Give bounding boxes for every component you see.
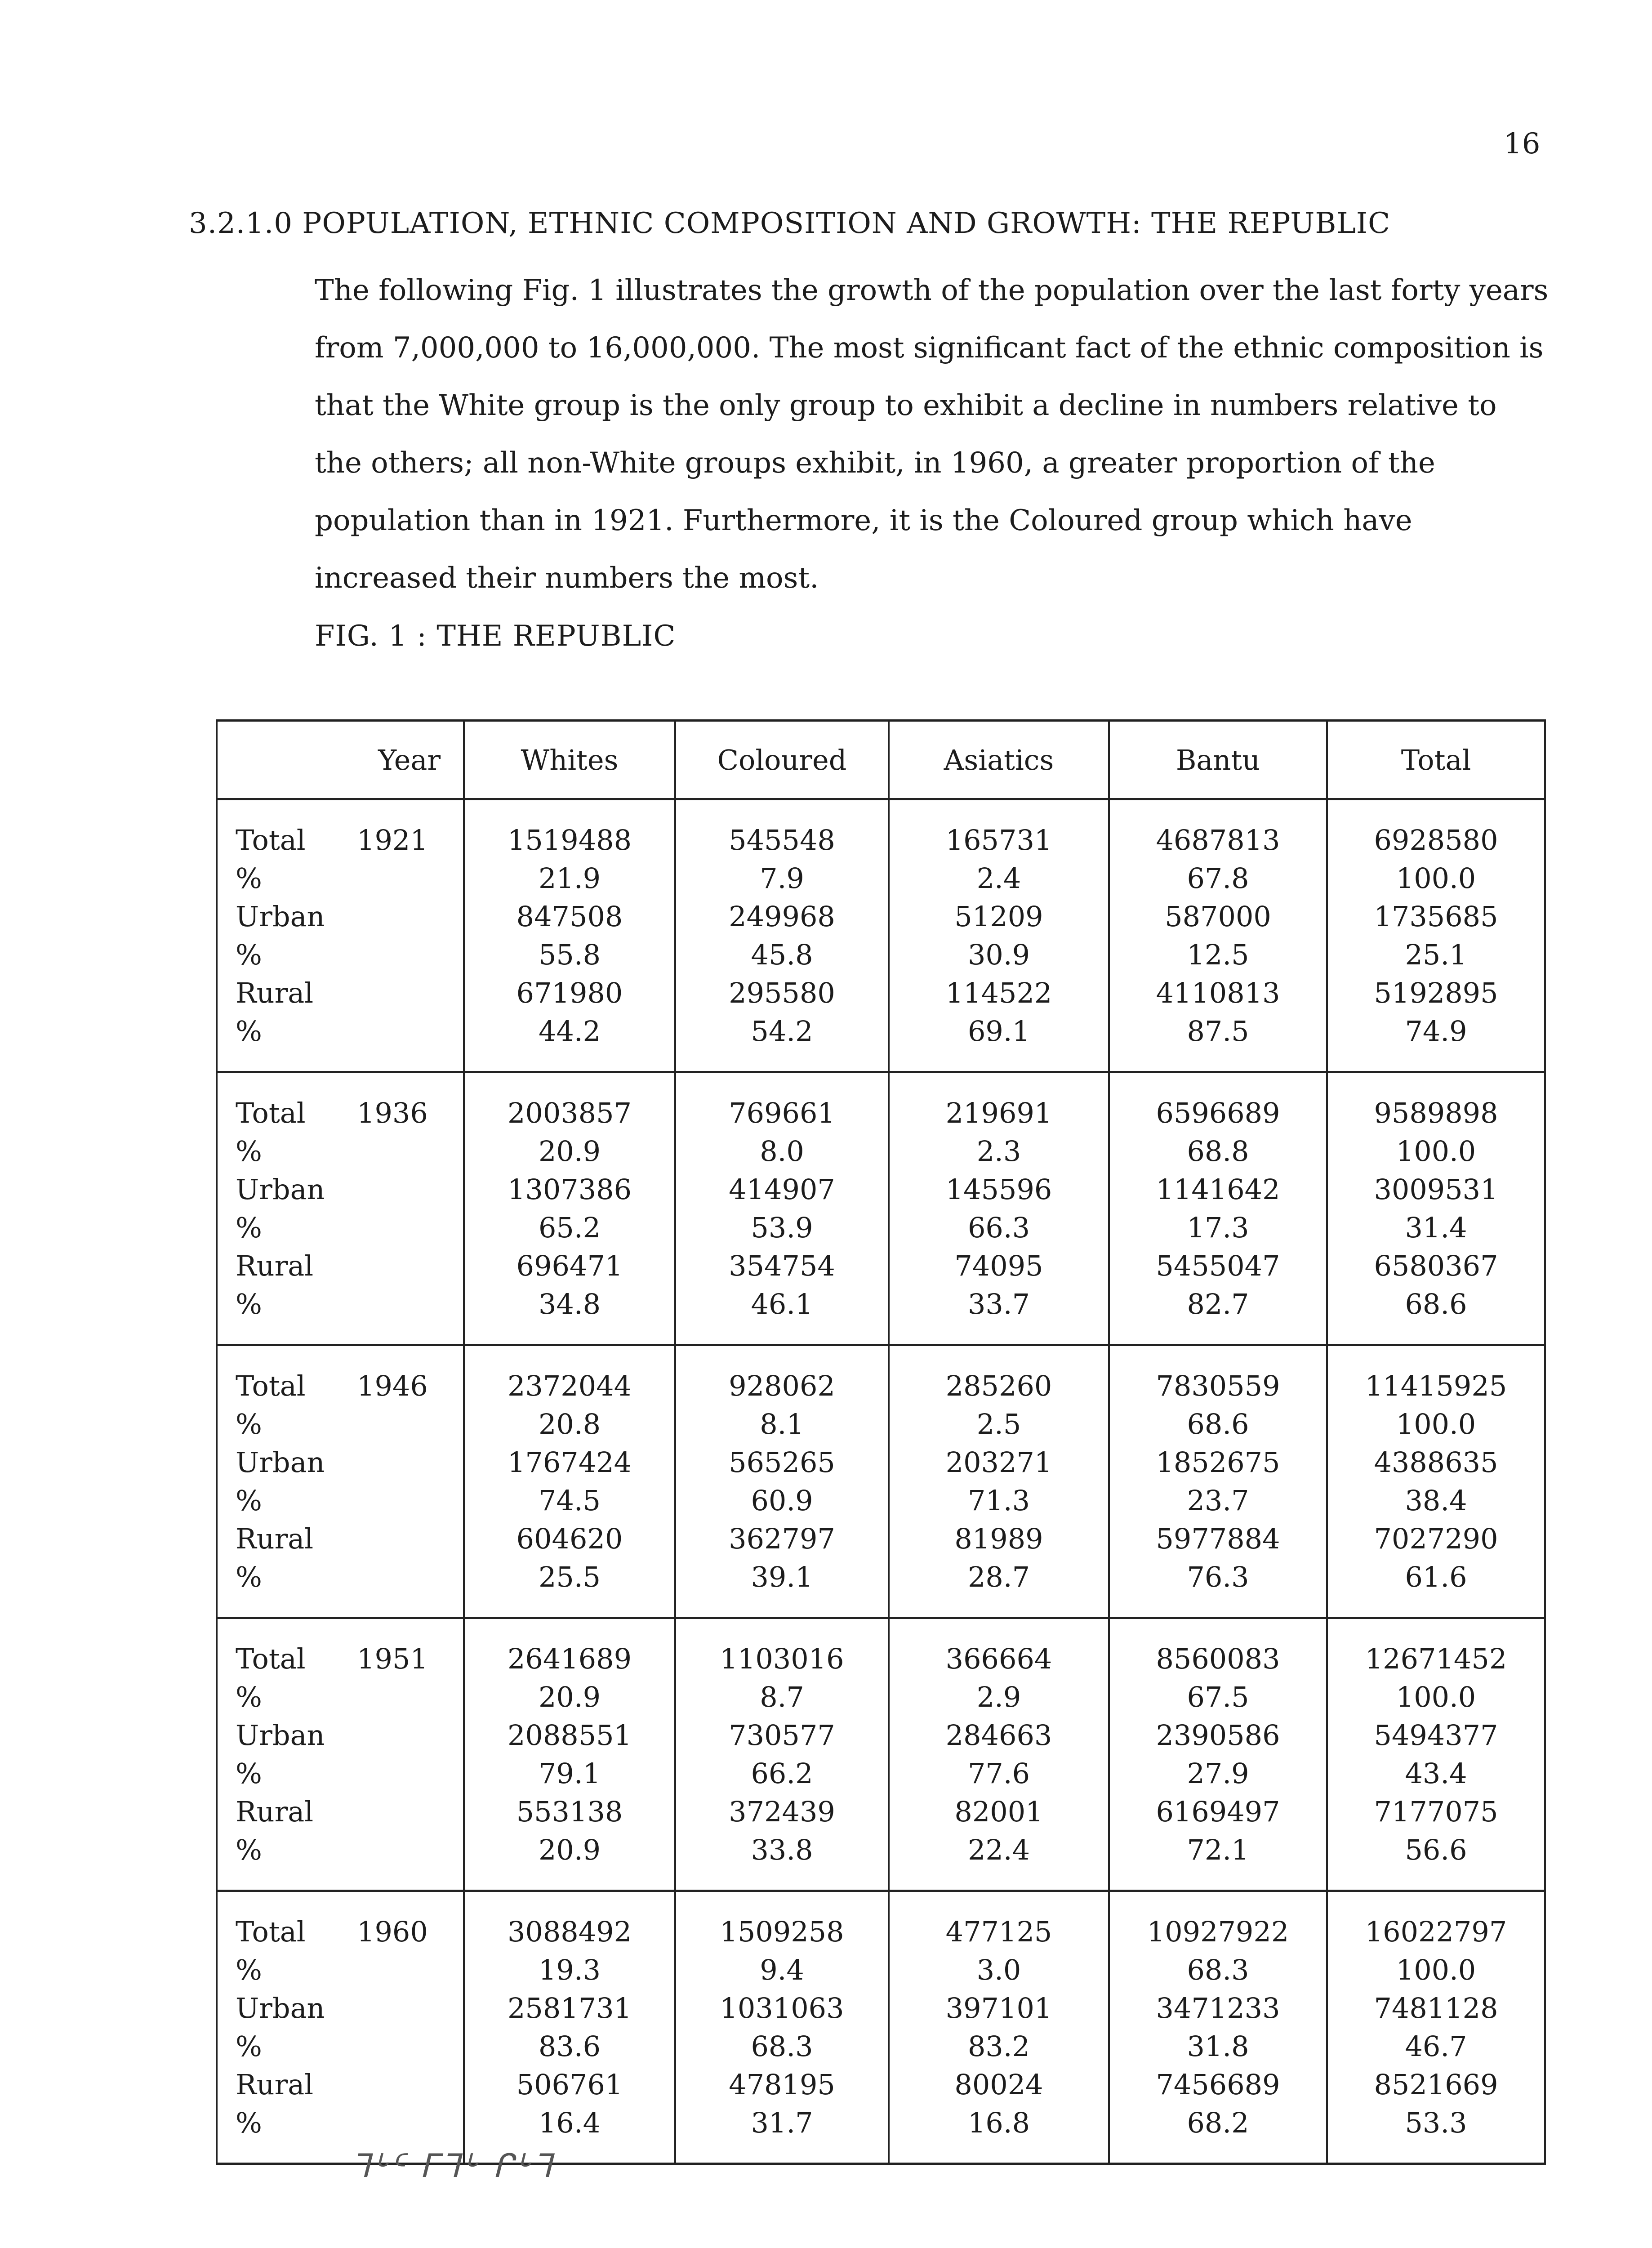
table-row bbox=[217, 1793, 1545, 1831]
table-cell: 2.4 bbox=[889, 859, 1109, 897]
row-label-cell bbox=[217, 2065, 464, 2104]
row-label-cell bbox=[217, 1558, 464, 1618]
table-cell: 362797 bbox=[675, 1520, 889, 1558]
table-cell: 39.1 bbox=[675, 1558, 889, 1618]
table-cell: 8.7 bbox=[675, 1678, 889, 1716]
table-row bbox=[217, 1891, 1545, 1951]
row-label-cell bbox=[217, 1443, 464, 1481]
row-label-cell bbox=[217, 1405, 464, 1443]
row-label: % bbox=[236, 1211, 262, 1244]
table-cell: 3.0 bbox=[889, 1951, 1109, 1989]
table-cell: 68.8 bbox=[1109, 1132, 1327, 1170]
table-cell: 74.5 bbox=[464, 1481, 675, 1520]
row-label: % bbox=[236, 1135, 262, 1168]
population-table bbox=[216, 719, 1546, 2165]
table-body bbox=[217, 799, 1545, 2164]
row-label: Total bbox=[236, 1915, 306, 1948]
table-cell: 671980 bbox=[464, 974, 675, 1012]
table-cell: 25.5 bbox=[464, 1558, 675, 1618]
row-label: Urban bbox=[236, 1992, 325, 2025]
table-cell: 71.3 bbox=[889, 1481, 1109, 1520]
table-cell: 33.8 bbox=[675, 1831, 889, 1891]
table-cell: 9589898 bbox=[1327, 1072, 1545, 1133]
row-label-cell bbox=[217, 1951, 464, 1989]
table-cell: 219691 bbox=[889, 1072, 1109, 1133]
row-label: % bbox=[236, 2106, 262, 2139]
table-cell: 928062 bbox=[675, 1345, 889, 1405]
table-row bbox=[217, 1831, 1545, 1891]
table-cell: 5494377 bbox=[1327, 1716, 1545, 1754]
table-cell: 27.9 bbox=[1109, 1754, 1327, 1793]
table-cell: 7.9 bbox=[675, 859, 889, 897]
row-label-cell bbox=[217, 1678, 464, 1716]
row-label: Rural bbox=[236, 1522, 314, 1555]
table-cell: 69.1 bbox=[889, 1012, 1109, 1072]
table-row bbox=[217, 1716, 1545, 1754]
table-cell: 8521669 bbox=[1327, 2065, 1545, 2104]
row-label: % bbox=[236, 1288, 262, 1320]
table-cell: 21.9 bbox=[464, 859, 675, 897]
table-cell: 16.4 bbox=[464, 2104, 675, 2164]
row-label-cell bbox=[217, 859, 464, 897]
table-header-row bbox=[217, 721, 1545, 799]
row-label-cell bbox=[217, 1072, 464, 1133]
table-cell: 16.8 bbox=[889, 2104, 1109, 2164]
table-row bbox=[217, 1405, 1545, 1443]
table-row bbox=[217, 1285, 1545, 1345]
table-cell: 74.9 bbox=[1327, 1012, 1545, 1072]
table-cell: 284663 bbox=[889, 1716, 1109, 1754]
table-cell: 79.1 bbox=[464, 1754, 675, 1793]
table-cell: 87.5 bbox=[1109, 1012, 1327, 1072]
row-label: Rural bbox=[236, 1795, 314, 1828]
table-cell: 6169497 bbox=[1109, 1793, 1327, 1831]
table-row bbox=[217, 2027, 1545, 2065]
table-cell: 33.7 bbox=[889, 1285, 1109, 1345]
header-bantu: Bantu bbox=[1109, 721, 1327, 799]
table-cell: 31.4 bbox=[1327, 1209, 1545, 1247]
table-row bbox=[217, 1618, 1545, 1678]
row-label-cell bbox=[217, 1247, 464, 1285]
table-cell: 12671452 bbox=[1327, 1618, 1545, 1678]
row-label: % bbox=[236, 1954, 262, 1986]
table-cell: 604620 bbox=[464, 1520, 675, 1558]
row-label: % bbox=[236, 1833, 262, 1866]
row-label: % bbox=[236, 1561, 262, 1593]
table-row bbox=[217, 1170, 1545, 1209]
table-cell: 2003857 bbox=[464, 1072, 675, 1133]
table-cell: 565265 bbox=[675, 1443, 889, 1481]
table-row bbox=[217, 1520, 1545, 1558]
table-cell: 34.8 bbox=[464, 1285, 675, 1345]
row-label-cell bbox=[217, 1989, 464, 2027]
table-cell: 66.3 bbox=[889, 1209, 1109, 1247]
row-label: Total bbox=[236, 1369, 306, 1402]
row-label-cell bbox=[217, 974, 464, 1012]
row-label-cell bbox=[217, 1618, 464, 1678]
table-cell: 6928580 bbox=[1327, 799, 1545, 860]
table-cell: 2088551 bbox=[464, 1716, 675, 1754]
intro-paragraph: The following Fig. 1 illustrates the growth of the population over the last forty years from 7,000,000 to 16,000,000. The most significant fact of the ethnic composition is that the White group is the only group to exhibit a decline in numbers relative to the others; all non-White groups exhibit, in 1960, a greater proportion of the population than in 1921. Furthermore, it is the Coloured group which have increased their numbers the most. bbox=[315, 274, 1549, 595]
row-label-cell bbox=[217, 1345, 464, 1405]
table-cell: 165731 bbox=[889, 799, 1109, 860]
table-cell: 31.7 bbox=[675, 2104, 889, 2164]
table-cell: 25.1 bbox=[1327, 936, 1545, 974]
header-asiatics: Asiatics bbox=[889, 721, 1109, 799]
header-year: Year bbox=[217, 721, 464, 799]
table-row bbox=[217, 1558, 1545, 1618]
table-cell: 53.3 bbox=[1327, 2104, 1545, 2164]
table-cell: 100.0 bbox=[1327, 1405, 1545, 1443]
page-number: 16 bbox=[1504, 127, 1541, 161]
table-cell: 354754 bbox=[675, 1247, 889, 1285]
table-cell: 7177075 bbox=[1327, 1793, 1545, 1831]
table-row bbox=[217, 1132, 1545, 1170]
table-cell: 397101 bbox=[889, 1989, 1109, 2027]
table-cell: 31.8 bbox=[1109, 2027, 1327, 2065]
table-cell: 478195 bbox=[675, 2065, 889, 2104]
table-cell: 74095 bbox=[889, 1247, 1109, 1285]
table-cell: 53.9 bbox=[675, 1209, 889, 1247]
header-total: Total bbox=[1327, 721, 1545, 799]
header-whites: Whites bbox=[464, 721, 675, 799]
table-cell: 847508 bbox=[464, 897, 675, 936]
table-cell: 22.4 bbox=[889, 1831, 1109, 1891]
table-cell: 414907 bbox=[675, 1170, 889, 1209]
row-label: Rural bbox=[236, 977, 314, 1009]
row-label-cell bbox=[217, 1754, 464, 1793]
table-cell: 7456689 bbox=[1109, 2065, 1327, 2104]
row-label-cell bbox=[217, 799, 464, 860]
table-cell: 20.8 bbox=[464, 1405, 675, 1443]
year-label: 1960 bbox=[357, 1915, 428, 1948]
table-cell: 19.3 bbox=[464, 1951, 675, 1989]
table-cell: 38.4 bbox=[1327, 1481, 1545, 1520]
table-cell: 11415925 bbox=[1327, 1345, 1545, 1405]
table-cell: 2581731 bbox=[464, 1989, 675, 2027]
row-label-cell bbox=[217, 897, 464, 936]
table-cell: 20.9 bbox=[464, 1132, 675, 1170]
figure-label: FIG. 1 : THE REPUBLIC bbox=[315, 620, 676, 653]
table-cell: 7027290 bbox=[1327, 1520, 1545, 1558]
row-label-cell bbox=[217, 1285, 464, 1345]
row-label-cell bbox=[217, 1012, 464, 1072]
table-cell: 60.9 bbox=[675, 1481, 889, 1520]
table-cell: 81989 bbox=[889, 1520, 1109, 1558]
row-label-cell bbox=[217, 1170, 464, 1209]
year-label: 1936 bbox=[357, 1097, 428, 1129]
table-cell: 545548 bbox=[675, 799, 889, 860]
table-cell: 696471 bbox=[464, 1247, 675, 1285]
table-cell: 366664 bbox=[889, 1618, 1109, 1678]
table-cell: 477125 bbox=[889, 1891, 1109, 1951]
table-row bbox=[217, 2065, 1545, 2104]
row-label: Total bbox=[236, 824, 306, 856]
row-label: Total bbox=[236, 1642, 306, 1675]
row-label: % bbox=[236, 2030, 262, 2063]
table-cell: 56.6 bbox=[1327, 1831, 1545, 1891]
table-cell: 2.3 bbox=[889, 1132, 1109, 1170]
table-row bbox=[217, 1345, 1545, 1405]
table-cell: 72.1 bbox=[1109, 1831, 1327, 1891]
table-cell: 83.2 bbox=[889, 2027, 1109, 2065]
year-label: 1946 bbox=[357, 1369, 428, 1402]
table-cell: 506761 bbox=[464, 2065, 675, 2104]
table-cell: 5192895 bbox=[1327, 974, 1545, 1012]
row-label-cell bbox=[217, 2027, 464, 2065]
table-cell: 1103016 bbox=[675, 1618, 889, 1678]
table-cell: 2.9 bbox=[889, 1678, 1109, 1716]
table-cell: 2390586 bbox=[1109, 1716, 1327, 1754]
row-label: Rural bbox=[236, 1249, 314, 1282]
table-cell: 55.8 bbox=[464, 936, 675, 974]
table-cell: 46.1 bbox=[675, 1285, 889, 1345]
table-row bbox=[217, 799, 1545, 860]
table-cell: 77.6 bbox=[889, 1754, 1109, 1793]
year-label: 1921 bbox=[357, 824, 428, 856]
row-label-cell bbox=[217, 1716, 464, 1754]
row-label: % bbox=[236, 1408, 262, 1441]
row-label: % bbox=[236, 938, 262, 971]
row-label-cell bbox=[217, 1209, 464, 1247]
table-cell: 587000 bbox=[1109, 897, 1327, 936]
table-cell: 203271 bbox=[889, 1443, 1109, 1481]
row-label-cell bbox=[217, 936, 464, 974]
table-cell: 1307386 bbox=[464, 1170, 675, 1209]
row-label: % bbox=[236, 1757, 262, 1790]
table-cell: 45.8 bbox=[675, 936, 889, 974]
table-cell: 1852675 bbox=[1109, 1443, 1327, 1481]
year-label: 1951 bbox=[357, 1642, 428, 1675]
table-cell: 20.9 bbox=[464, 1831, 675, 1891]
table-row bbox=[217, 1443, 1545, 1481]
table-cell: 68.3 bbox=[1109, 1951, 1327, 1989]
table-cell: 2372044 bbox=[464, 1345, 675, 1405]
table-row bbox=[217, 1678, 1545, 1716]
table-cell: 7830559 bbox=[1109, 1345, 1327, 1405]
table-cell: 7481128 bbox=[1327, 1989, 1545, 2027]
table-row bbox=[217, 1989, 1545, 2027]
table-cell: 114522 bbox=[889, 974, 1109, 1012]
row-label-cell bbox=[217, 1891, 464, 1951]
handwritten-scribble: ᒣᒡᑦ ᒥᒣᒡ ᒋᒡᒣ bbox=[351, 2147, 555, 2185]
row-label: % bbox=[236, 862, 262, 895]
table-cell: 68.6 bbox=[1327, 1285, 1545, 1345]
table-cell: 8.0 bbox=[675, 1132, 889, 1170]
table-cell: 249968 bbox=[675, 897, 889, 936]
table-cell: 1767424 bbox=[464, 1443, 675, 1481]
table-cell: 82001 bbox=[889, 1793, 1109, 1831]
row-label-cell bbox=[217, 1481, 464, 1520]
table-cell: 100.0 bbox=[1327, 859, 1545, 897]
table-cell: 46.7 bbox=[1327, 2027, 1545, 2065]
table-cell: 65.2 bbox=[464, 1209, 675, 1247]
table-cell: 6580367 bbox=[1327, 1247, 1545, 1285]
table-cell: 769661 bbox=[675, 1072, 889, 1133]
table-cell: 553138 bbox=[464, 1793, 675, 1831]
table-row bbox=[217, 1247, 1545, 1285]
table-cell: 285260 bbox=[889, 1345, 1109, 1405]
table-cell: 68.2 bbox=[1109, 2104, 1327, 2164]
table-cell: 4388635 bbox=[1327, 1443, 1545, 1481]
table-cell: 100.0 bbox=[1327, 1678, 1545, 1716]
row-label: % bbox=[236, 1681, 262, 1713]
table-cell: 8.1 bbox=[675, 1405, 889, 1443]
table-cell: 100.0 bbox=[1327, 1132, 1545, 1170]
table-cell: 80024 bbox=[889, 2065, 1109, 2104]
row-label-cell bbox=[217, 1793, 464, 1831]
table-cell: 1031063 bbox=[675, 1989, 889, 2027]
table-cell: 3009531 bbox=[1327, 1170, 1545, 1209]
table-cell: 1141642 bbox=[1109, 1170, 1327, 1209]
table-cell: 3088492 bbox=[464, 1891, 675, 1951]
table-cell: 10927922 bbox=[1109, 1891, 1327, 1951]
table-cell: 54.2 bbox=[675, 1012, 889, 1072]
row-label: Urban bbox=[236, 1173, 325, 1206]
table-cell: 82.7 bbox=[1109, 1285, 1327, 1345]
table-cell: 12.5 bbox=[1109, 936, 1327, 974]
table-cell: 83.6 bbox=[464, 2027, 675, 2065]
table-cell: 16022797 bbox=[1327, 1891, 1545, 1951]
table-cell: 100.0 bbox=[1327, 1951, 1545, 1989]
table-cell: 3471233 bbox=[1109, 1989, 1327, 2027]
table-row bbox=[217, 859, 1545, 897]
table-cell: 76.3 bbox=[1109, 1558, 1327, 1618]
table-row bbox=[217, 1072, 1545, 1133]
table-cell: 67.5 bbox=[1109, 1678, 1327, 1716]
row-label-cell bbox=[217, 1520, 464, 1558]
table-cell: 6596689 bbox=[1109, 1072, 1327, 1133]
table-cell: 30.9 bbox=[889, 936, 1109, 974]
table-cell: 44.2 bbox=[464, 1012, 675, 1072]
table-row bbox=[217, 897, 1545, 936]
table-cell: 51209 bbox=[889, 897, 1109, 936]
table-cell: 68.3 bbox=[675, 2027, 889, 2065]
table-cell: 5455047 bbox=[1109, 1247, 1327, 1285]
row-label: Total bbox=[236, 1097, 306, 1129]
table-row bbox=[217, 1481, 1545, 1520]
table-cell: 2641689 bbox=[464, 1618, 675, 1678]
row-label-cell bbox=[217, 1132, 464, 1170]
table-cell: 372439 bbox=[675, 1793, 889, 1831]
header-coloured: Coloured bbox=[675, 721, 889, 799]
table-cell: 67.8 bbox=[1109, 859, 1327, 897]
row-label-cell bbox=[217, 1831, 464, 1891]
row-label: Rural bbox=[236, 2068, 314, 2101]
table-cell: 145596 bbox=[889, 1170, 1109, 1209]
table-cell: 28.7 bbox=[889, 1558, 1109, 1618]
table-cell: 23.7 bbox=[1109, 1481, 1327, 1520]
table-row bbox=[217, 974, 1545, 1012]
table-cell: 17.3 bbox=[1109, 1209, 1327, 1247]
row-label: % bbox=[236, 1484, 262, 1517]
table-cell: 43.4 bbox=[1327, 1754, 1545, 1793]
table-row bbox=[217, 1012, 1545, 1072]
table-cell: 61.6 bbox=[1327, 1558, 1545, 1618]
table-cell: 1735685 bbox=[1327, 897, 1545, 936]
table-row bbox=[217, 936, 1545, 974]
table-cell: 1509258 bbox=[675, 1891, 889, 1951]
table-row bbox=[217, 1754, 1545, 1793]
table-cell: 4110813 bbox=[1109, 974, 1327, 1012]
table-cell: 9.4 bbox=[675, 1951, 889, 1989]
row-label: % bbox=[236, 1015, 262, 1048]
table-cell: 295580 bbox=[675, 974, 889, 1012]
table-row bbox=[217, 1951, 1545, 1989]
table-cell: 66.2 bbox=[675, 1754, 889, 1793]
table-row bbox=[217, 1209, 1545, 1247]
table-cell: 68.6 bbox=[1109, 1405, 1327, 1443]
row-label: Urban bbox=[236, 1719, 325, 1752]
section-heading: 3.2.1.0 POPULATION, ETHNIC COMPOSITION AND GROWTH: THE REPUBLIC bbox=[189, 207, 1391, 240]
row-label: Urban bbox=[236, 1446, 325, 1479]
table-cell: 4687813 bbox=[1109, 799, 1327, 860]
row-label: Urban bbox=[236, 900, 325, 933]
table-cell: 8560083 bbox=[1109, 1618, 1327, 1678]
table-cell: 5977884 bbox=[1109, 1520, 1327, 1558]
table-cell: 2.5 bbox=[889, 1405, 1109, 1443]
table-cell: 730577 bbox=[675, 1716, 889, 1754]
table-cell: 20.9 bbox=[464, 1678, 675, 1716]
table-cell: 1519488 bbox=[464, 799, 675, 860]
